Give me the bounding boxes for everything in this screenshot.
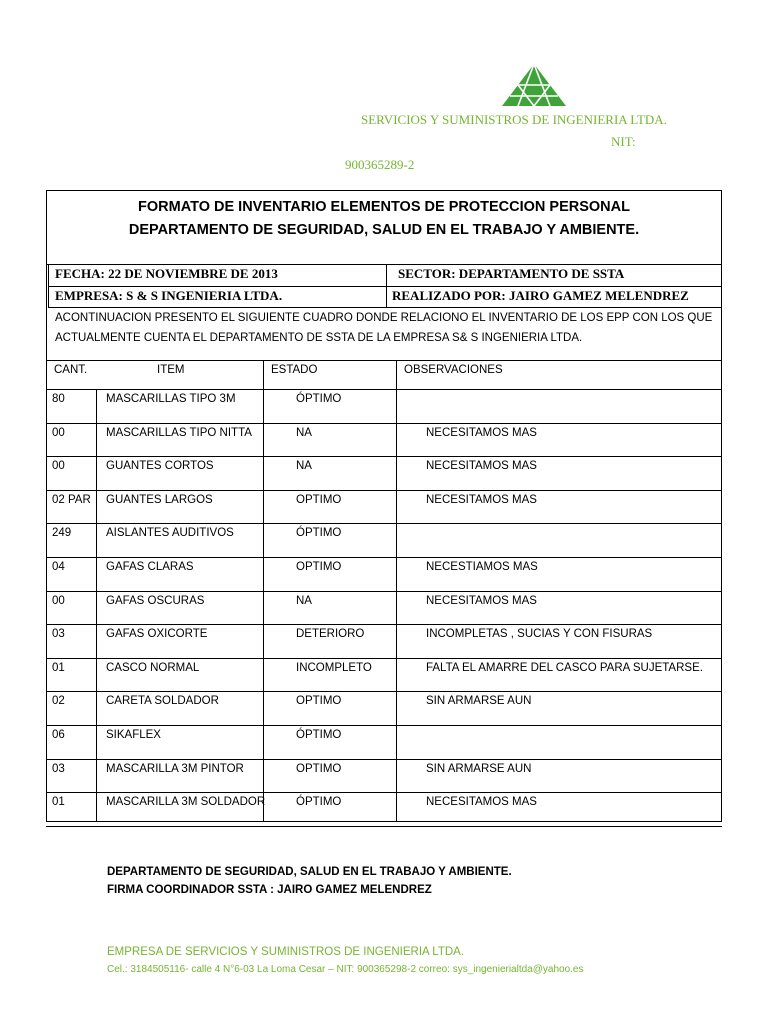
prepared-by-field: REALIZADO POR: JAIRO GAMEZ MELENDREZ [392, 288, 689, 303]
footer-contact: Cel.: 3184505116- calle 4 N°6-03 La Loma Cesar – NIT: 900365298-2 correo: sys_ingenierialtda@yahoo.es [107, 964, 584, 975]
table-row-border [46, 792, 722, 793]
col-header-estado: ESTADO [271, 364, 318, 376]
nit-value: 900365289-2 [345, 157, 415, 172]
cell-cant: 80 [52, 393, 65, 405]
table-row-border [46, 523, 722, 524]
company-field: EMPRESA: S & S INGENIERIA LTDA. [55, 288, 283, 303]
cell-estado: OPTIMO [296, 493, 342, 506]
cell-estado: OPTIMO [296, 561, 342, 573]
cell-estado: NA [296, 426, 312, 439]
cell-estado: NA [296, 594, 312, 607]
table-row-border [46, 423, 722, 424]
cell-item: GAFAS CLARAS [106, 561, 194, 573]
col-header-item: ITEM [157, 364, 185, 376]
cell-observaciones: FALTA EL AMARRE DEL CASCO PARA SUJETARSE. [426, 661, 703, 674]
cell-cant: 03 [52, 762, 65, 775]
document-frame [46, 190, 722, 822]
date-field: FECHA: 22 DE NOVIEMBRE DE 2013 [55, 266, 278, 281]
cell-item: MASCARILLAS TIPO NITTA [106, 426, 252, 439]
table-row-border [46, 591, 722, 592]
cell-cant: 00 [52, 460, 65, 473]
cell-observaciones: SIN ARMARSE AUN [426, 762, 532, 775]
meta-mid-border [48, 286, 722, 287]
cell-item: GAFAS OXICORTE [106, 628, 208, 641]
table-top-border [46, 360, 722, 361]
cell-estado: OPTIMO [296, 695, 342, 708]
meta-divider [386, 264, 387, 307]
cell-cant: 02 PAR [52, 493, 91, 506]
cell-observaciones: SIN ARMARSE AUN [426, 695, 532, 708]
meta-left-border [48, 264, 49, 307]
cell-cant: 00 [52, 426, 65, 439]
table-header-border [46, 389, 722, 390]
table-row-border [46, 691, 722, 692]
cell-cant: 01 [52, 661, 65, 674]
table-row-border [46, 557, 722, 558]
cell-cant: 03 [52, 628, 65, 641]
cell-cant: 06 [52, 729, 65, 741]
cell-estado: NA [296, 460, 312, 473]
signature-department: DEPARTAMENTO DE SEGURIDAD, SALUD EN EL TRABAJO Y AMBIENTE. [107, 866, 512, 878]
cell-observaciones: NECESITAMOS MAS [426, 493, 537, 506]
cell-cant: 01 [52, 796, 65, 809]
table-row-border [46, 624, 722, 625]
meta-top-border [46, 264, 722, 265]
intro-paragraph: ACONTINUACION PRESENTO EL SIGUIENTE CUADRO DONDE RELACIONO EL INVENTARIO DE LOS EPP CON LOS QUE ACTUALMENTE CUENTA EL DEPARTAMENTO DE SSTA DE LA EMPRESA S& S INGENIERIA LTDA. [55, 312, 713, 344]
cell-observaciones: INCOMPLETAS , SUCIAS Y CON FISURAS [426, 628, 653, 641]
cell-item: GUANTES CORTOS [106, 460, 214, 473]
cell-cant: 00 [52, 594, 65, 607]
cell-estado: OPTIMO [296, 762, 342, 775]
document-subtitle: DEPARTAMENTO DE SEGURIDAD, SALUD EN EL TRABAJO Y AMBIENTE. [128, 222, 640, 238]
col-header-observaciones: OBSERVACIONES [404, 364, 503, 376]
cell-cant: 04 [52, 561, 65, 573]
cell-observaciones: NECESITAMOS MAS [426, 426, 537, 439]
cell-observaciones: NECESITAMOS MAS [426, 594, 537, 607]
cell-estado: ÓPTIMO [296, 393, 342, 405]
cell-item: CARETA SOLDADOR [106, 695, 219, 708]
cell-item: CASCO NORMAL [106, 661, 200, 674]
cell-estado: ÓPTIMO [296, 527, 342, 540]
table-row-border [46, 725, 722, 726]
cell-item: MASCARILLA 3M SOLDADOR [106, 796, 266, 809]
cell-estado: ÓPTIMO [296, 796, 342, 809]
table-row-border [46, 826, 722, 827]
cell-item: GUANTES LARGOS [106, 493, 213, 506]
cell-item: MASCARILLAS TIPO 3M [106, 393, 236, 405]
footer-company: EMPRESA DE SERVICIOS Y SUMINISTROS DE INGENIERIA LTDA. [107, 946, 465, 958]
cell-item: GAFAS OSCURAS [106, 594, 205, 607]
cell-estado: INCOMPLETO [296, 661, 372, 674]
cell-item: MASCARILLA 3M PINTOR [106, 762, 244, 775]
cell-observaciones: NECESITAMOS MAS [426, 796, 537, 809]
cell-cant: 02 [52, 695, 65, 708]
signature-coordinator: FIRMA COORDINADOR SSTA : JAIRO GAMEZ MELENDREZ [107, 884, 432, 896]
cell-item: AISLANTES AUDITIVOS [106, 527, 234, 540]
table-row-border [46, 490, 722, 491]
cell-observaciones: NECESITAMOS MAS [426, 460, 537, 473]
cell-cant: 249 [52, 527, 72, 540]
cell-estado: DETERIORO [296, 628, 365, 641]
table-row-border [46, 759, 722, 760]
cell-estado: ÓPTIMO [296, 729, 342, 741]
company-name: SERVICIOS Y SUMINISTROS DE INGENIERIA LTDA. [361, 112, 667, 127]
table-col-divider-1 [96, 389, 97, 822]
table-row-border [46, 456, 722, 457]
col-header-cant: CANT. [54, 364, 88, 376]
cell-observaciones: NECESTIAMOS MAS [426, 561, 538, 573]
nit-label: NIT: [611, 134, 636, 149]
sector-field: SECTOR: DEPARTAMENTO DE SSTA [398, 266, 625, 281]
company-logo-triangle [500, 62, 568, 108]
cell-item: SIKAFLEX [106, 729, 161, 741]
document-title: FORMATO DE INVENTARIO ELEMENTOS DE PROTECCION PERSONAL [138, 199, 630, 215]
table-row-border [46, 658, 722, 659]
